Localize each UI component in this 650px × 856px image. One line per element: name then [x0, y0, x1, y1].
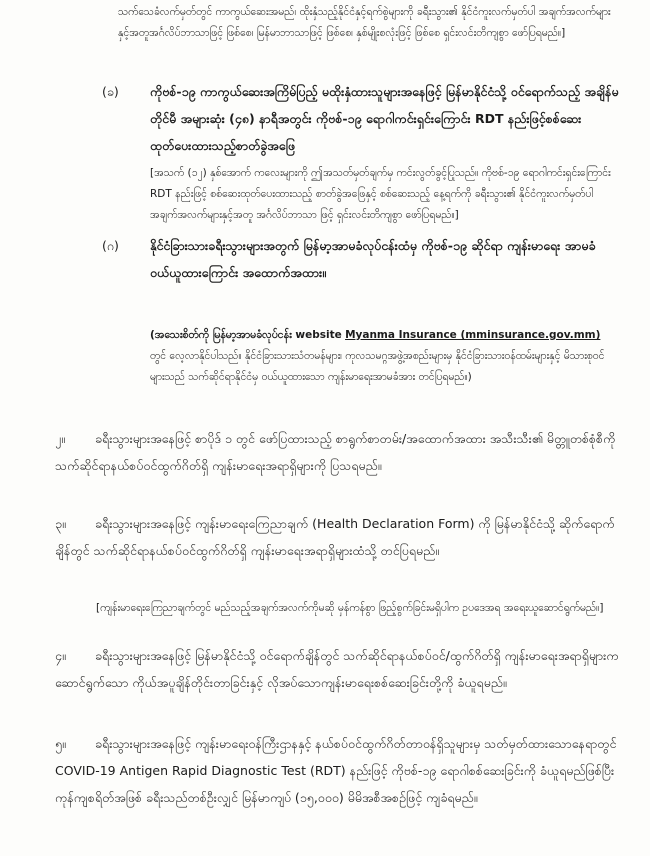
para-4-number: ၄။ — [55, 648, 66, 663]
item-b-label: (ခ) — [102, 84, 119, 99]
item-g-text: နိုင်ငံခြားသားခရီးသွားများအတွက် မြန်မာ့အာမခံလုပ်ငန်းထံမှ ကိုဗစ်-၁၉ ဆိုင်ရာ ကျန်းမာရေး အာမခံဝယ်ယူထားကြောင်း အထောက်အထား။ — [150, 238, 596, 280]
item-g-note-rest: တွင် လေ့လာနိုင်ပါသည်။ နိုင်ငံခြားသားသံတမန်များ၊ ကုလသမဂ္ဂအဖွဲ့အစည်းများမှ နိုင်ငံခြားသားဝန်ထမ်းများနှင့် မိသားစုဝင်များသည် သက်ဆိုင်ရာနိုင်ငံမှ ဝယ်ယူထားသော ကျန်းမာရေးအာမခံအား တင်ပြရမည်။) — [150, 350, 605, 383]
para-5-number: ၅။ — [55, 736, 66, 751]
para-3-text: ခရီးသွားများအနေဖြင့် ကျန်းမာရေးကြေညာချက် (Health Declaration Form) ကို မြန်မာနိုင်ငံသို့ ဆိုက်ရောက်ချိန်တွင် သက်ဆိုင်ရာနယ်စပ်ဝင်ထွက်ဂိတ်ရှိ ကျန်းမာရေးအရာရှိများထံသို့ တင်ပြရမည်။ — [55, 516, 615, 558]
para-2-number: ၂။ — [55, 431, 65, 446]
item-g-label: (ဂ) — [102, 238, 119, 253]
para-5-text: ခရီးသွားများအနေဖြင့် ကျန်းမာရေးဝန်ကြီးဌာနနှင့် နယ်စပ်ဝင်ထွက်ဂိတ်တာဝန်ရှိသူများမှ သတ်မှတ်ထားသောနေရာတွင် COVID-19 Antigen Rapid Diagnostic Test (RDT) နည်းဖြင့် ကိုဗစ်-၁၉ ရောဂါစစ်ဆေးခြင်းကို ခံယူရမည်ဖြစ်ပြီး ကုန်ကျစရိတ်အဖြစ် ခရီးသည်တစ်ဦးလျှင် မြန်မာကျပ် (၁၅,၀၀၀) မိမိအစီအစဉ်ဖြင့် ကျခံရမည်။ — [55, 736, 617, 805]
intro-note: သက်သေခံလက်မှတ်တွင် ကာကွယ်ဆေးအမည်၊ ထိုးနှံသည့်နိုင်ငံနှင့်ရက်စွဲများကို ခရီးသွား၏ နိုင်ငံကူးလက်မှတ်ပါ အချက်အလက်များနှင့်အတူအင်္ဂလိပ်ဘာသာဖြင့် ဖြစ်စေ၊ မြန်မာဘာသာဖြင့် ဖြစ်စေ၊ နှစ်မျိုးစလုံးဖြင့် ဖြစ်စေ ရှင်းလင်းတိကျစွာ ဖော်ပြရမည်။] — [118, 6, 611, 39]
insurance-website-link[interactable]: Myanma Insurance (mminsurance.gov.mm) — [345, 329, 601, 341]
para-3-number: ၃။ — [55, 516, 66, 531]
para-3-note: [ကျန်းမာရေးကြေညာချက်တွင် မည်သည့်အချက်အလက်ကိုမဆို မှန်ကန်စွာ ဖြည့်စွက်ခြင်းမရှိပါက ဥပဒေအရ အရေးယူဆောင်ရွက်မည်။] — [96, 602, 604, 614]
item-b-note: [အသက် (၁၂) နှစ်အောက် ကလေးများကို ဤအသတ်မှတ်ချက်မှ ကင်းလွတ်ခွင့်ပြုသည်။ ကိုဗစ်-၁၉ ရောဂါကင်းရှင်းကြောင်း RDT နည်းဖြင့် စစ်ဆေးထုတ်ပေးထားသည့် စာတ်ခွဲအဖြေနှင့် စစ်ဆေးသည့် နေ့ရက်ကို ခရီးသွား၏ နိုင်ငံကူးလက်မှတ်ပါ အချက်အလက်များနှင့်အတူ အင်္ဂလိပ်ဘာသာ ဖြင့် ရှင်းလင်းတိကျစွာ ဖော်ပြရမည်။] — [150, 167, 611, 221]
item-g-note — [150, 325, 618, 388]
para-2-text: ခရီးသွားများအနေဖြင့် စာပိုဒ် ၁ တွင် ဖော်ပြထားသည့် စာရွက်စာတမ်း/အထောက်အထား အသီးသီး၏ မိတ္တူတစ်စုံစီကို သက်ဆိုင်ရာနယ်စပ်ဝင်ထွက်ဂိတ်ရှိ ကျန်းမာရေးအရာရှိများကို ပြသရမည်။ — [55, 431, 616, 473]
item-b-text: ကိုဗစ်-၁၉ ကာကွယ်ဆေးအကြိမ်ပြည့် မထိုးနှံထားသူများအနေဖြင့် မြန်မာနိုင်ငံသို့ ဝင်ရောက်သည့် အချိန်မတိုင်မီ အများဆုံး (၄၈) နာရီအတွင်း ကိုဗစ်-၁၉ ရောဂါကင်းရှင်းကြောင်း RDT နည်းဖြင့်စစ်ဆေးထုတ်ပေးထားသည့်စာတ်ခွဲအဖြေ — [150, 84, 619, 153]
item-g-note-prefix: (အသေးစိတ်ကို မြန်မာ့အာမခံလုပ်ငန်း website — [150, 329, 342, 341]
para-4-text: ခရီးသွားများအနေဖြင့် မြန်မာနိုင်ငံသို့ ဝင်ရောက်ချိန်တွင် သက်ဆိုင်ရာနယ်စပ်ဝင်/ထွက်ဂိတ်ရှိ ကျန်းမာရေးအရာရှိများက ဆောင်ရွက်သော ကိုယ်အပူချိန်တိုင်းတာခြင်းနှင့် လိုအပ်သောကျန်းမာရေးစစ်ဆေးခြင်းတို့ကို ခံယူရမည်။ — [55, 648, 619, 690]
